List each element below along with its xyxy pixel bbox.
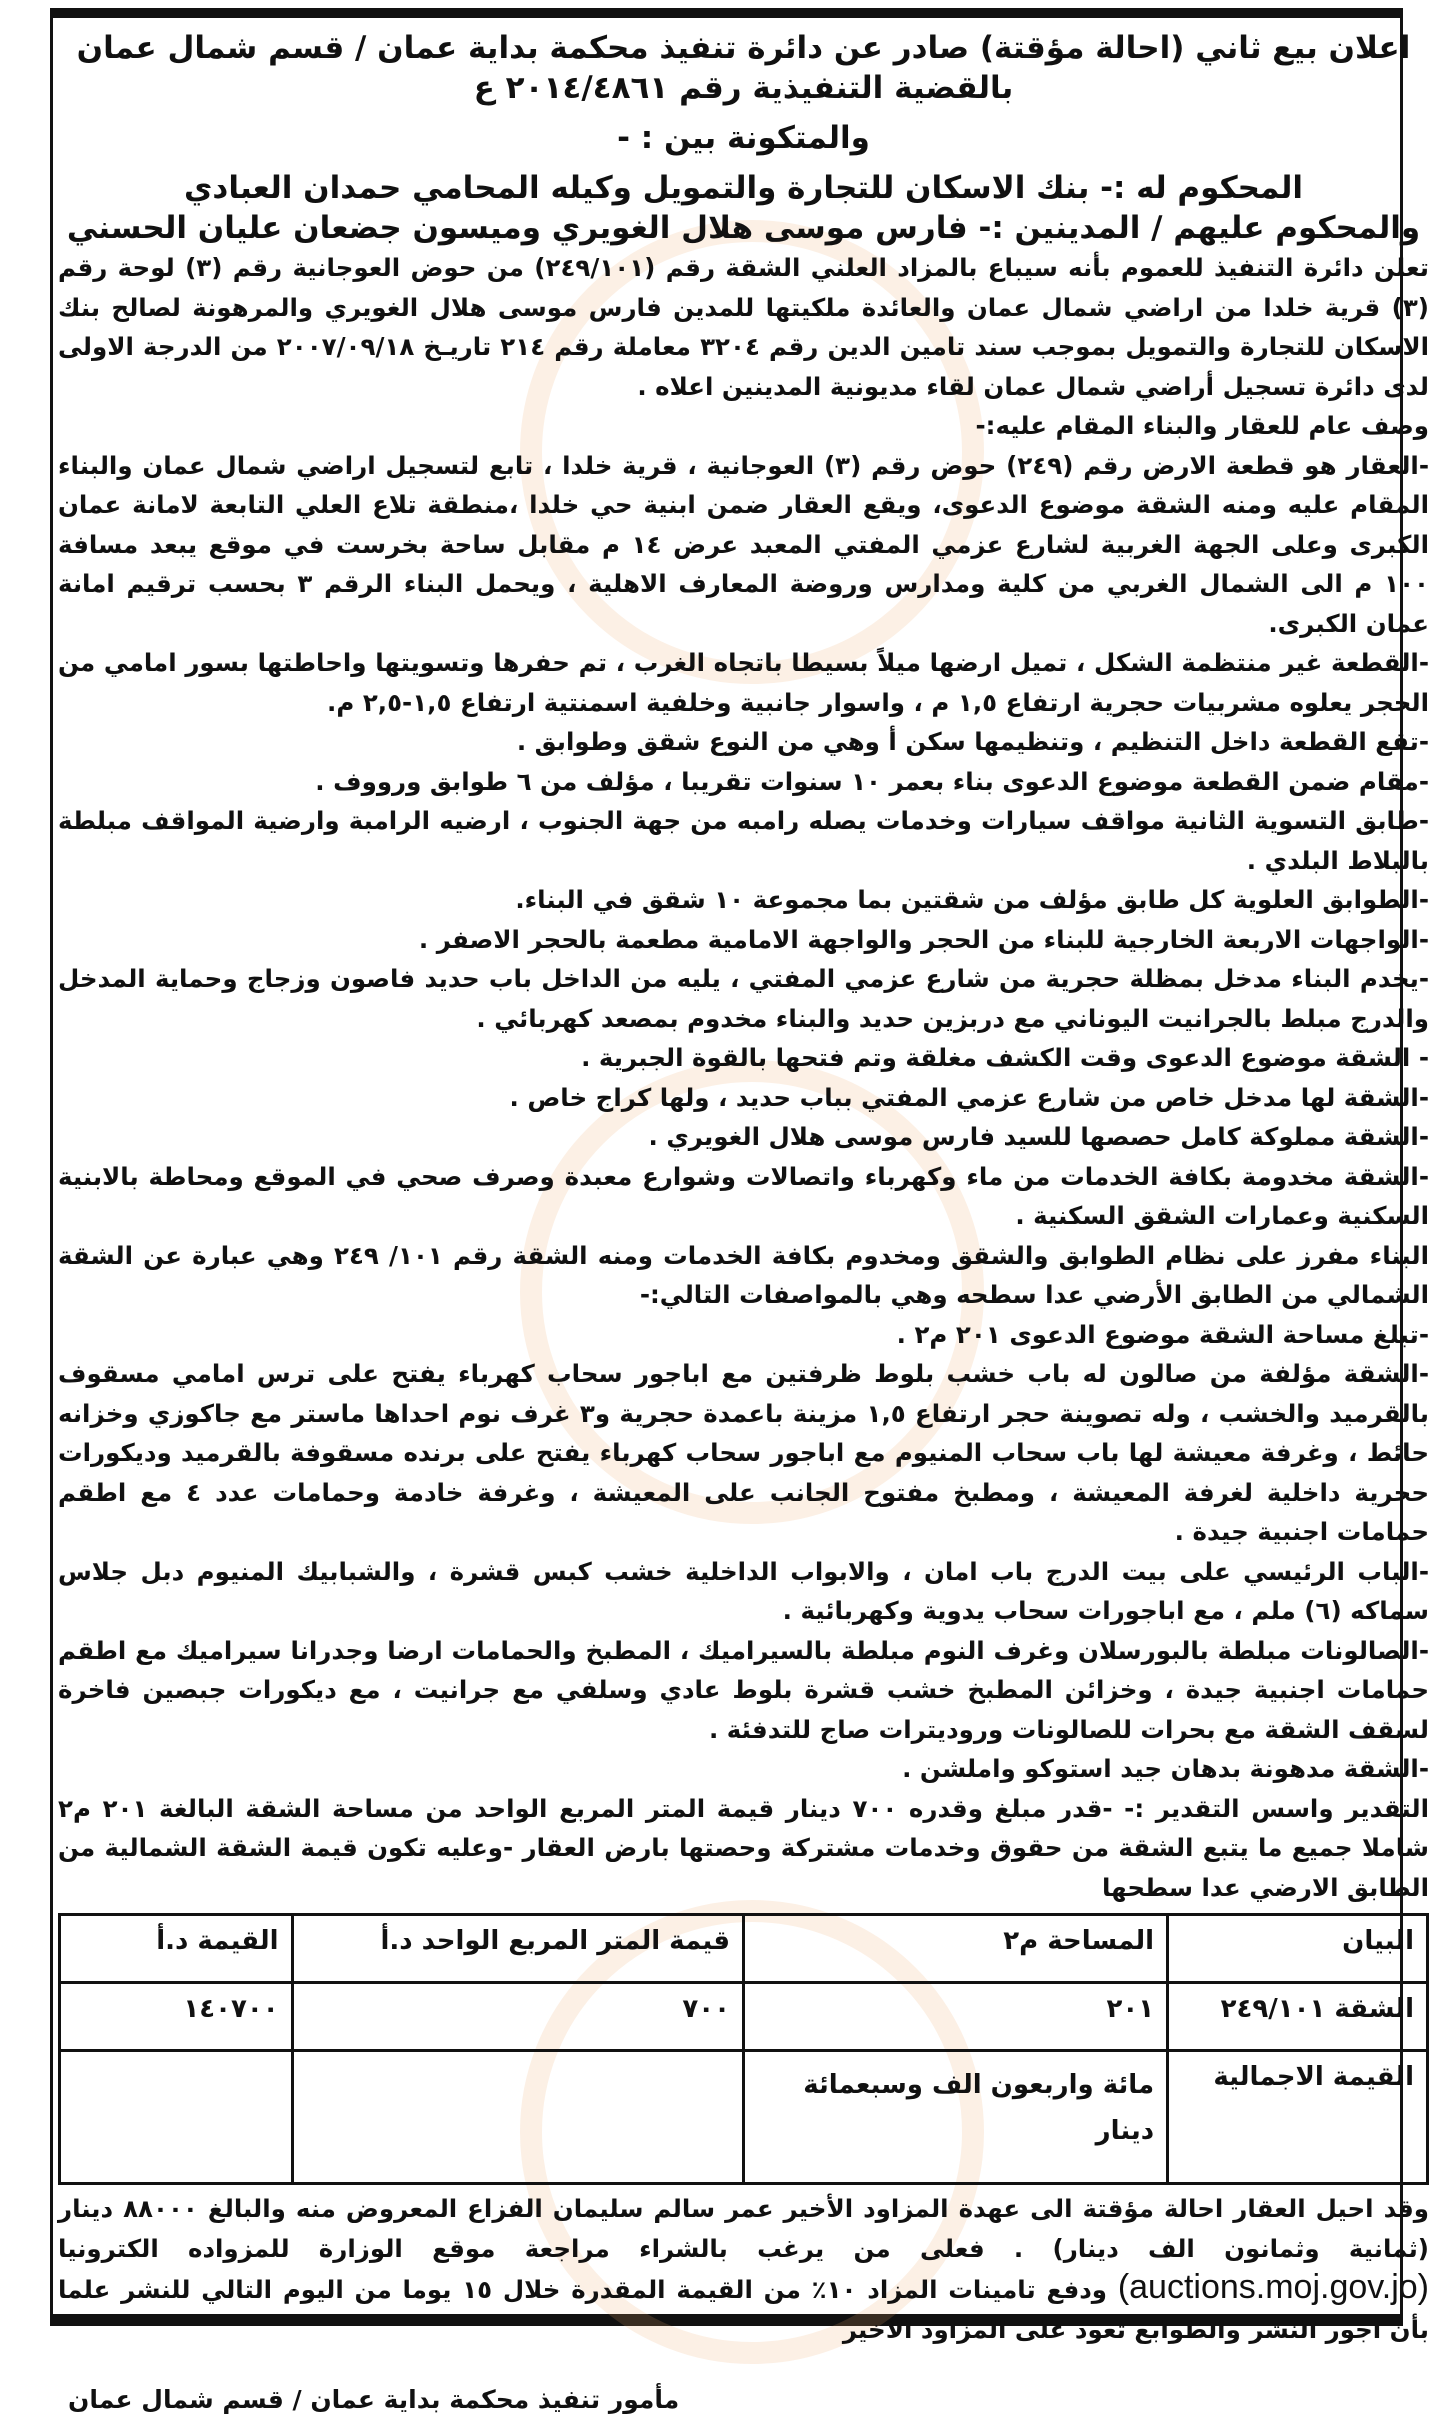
valuation-table xyxy=(58,1913,1429,2185)
closing-text-start: وقد احيل العقار احالة مؤقتة الى عهدة المزاود الأخير عمر سالم سليمان الفزاع المعروض منه والبالغ ٨٨٠٠٠ دينار (ثمانية وثمانون الف دينار) . فعلى من يرغب بالشراء مراجعة موقع الوزارة للمزواده الكترونيا xyxy=(58,2194,1430,2263)
signature: مأمور تنفيذ محكمة بداية عمان / قسم شمال عمان xyxy=(68,2385,680,2414)
case-number: بالقضية التنفيذية رقم ٢٠١٤/٤٨٦١ ع xyxy=(473,70,1014,106)
notice-title: اعلان بيع ثاني (احالة مؤقتة) صادر عن دائرة تنفيذ محكمة بداية عمان / قسم شمال عمان xyxy=(76,30,1411,66)
table-row xyxy=(60,1983,1428,2051)
paragraph: -الباب الرئيسي على بيت الدرج باب امان ، والابواب الداخلية خشب كبس قشرة ، والشبابيك المنيوم دبل جلاس سماكه (٦) ملم ، مع اباجورات سحاب يدوية وكهربائية . xyxy=(58,1556,1429,1625)
table-header: القيمة د.أ xyxy=(60,1915,293,1983)
table-cell: ٢٠١ xyxy=(744,1983,1168,2051)
parties-intro: والمتكونة بين : - xyxy=(617,120,870,156)
table-header: البيان xyxy=(1168,1915,1428,1983)
table-header: المساحة م٢ xyxy=(744,1915,1168,1983)
paragraph: البناء مفرز على نظام الطوابق والشقق ومخدوم بكافة الخدمات ومنه الشقة رقم ١٠١/ ٢٤٩ وهي عبارة عن الشقة الشمالي من الطابق الأرضي عدا سطحه وهي بالمواصفات التالي:- xyxy=(58,1240,1429,1309)
paragraph: -الشقة مملوكة كامل حصصها للسيد فارس موسى هلال الغويري . xyxy=(648,1122,1429,1151)
table-cell: مائة واربعون الف وسبعمائة دينار xyxy=(744,2051,1168,2184)
paragraph: التقدير واسس التقدير :- -قدر مبلغ وقدره ٧٠٠ دينار قيمة المتر المربع الواحد من مساحة الشقة البالغة ٢٠١ م٢ شاملا جميع ما يتبع الشقة من حقوق وخدمات مشتركة وحصتها بارض العقار -وعليه تكون قيمة الشقة الشمالية من الطابق الارضي عدا سطحها xyxy=(58,1793,1430,1902)
table-header: قيمة المتر المربع الواحد د.أ xyxy=(292,1915,743,1983)
table-row xyxy=(60,2051,1428,2184)
table-cell: الشقة ٢٤٩/١٠١ xyxy=(1168,1983,1428,2051)
table-header-row xyxy=(60,1915,1428,1983)
defendants: والمحكوم عليهم / المدينين :- فارس موسى هلال الغويري وميسون جضعان عليان الحسني xyxy=(66,210,1421,246)
paragraph: -الواجهات الاربعة الخارجية للبناء من الحجر والواجهة الامامية مطعمة بالحجر الاصفر . xyxy=(418,924,1429,954)
paragraph: -تبلغ مساحة الشقة موضوع الدعوى ٢٠١ م٢ . xyxy=(896,1319,1429,1349)
table-cell: ٧٠٠ xyxy=(292,1983,743,2051)
auctions-url-link[interactable]: (auctions.moj.gov.jo) xyxy=(1117,2268,1429,2306)
paragraph: وصف عام للعقار والبناء المقام عليه:- xyxy=(975,411,1429,440)
paragraph: -طابق التسوية الثانية مواقف سيارات وخدمات يصله رامبه من جهة الجنوب ، ارضيه الرامبة وارضية المواقف مبلطة بالبلاط البلدي . xyxy=(58,806,1429,875)
table-cell: القيمة الاجمالية xyxy=(1168,2051,1428,2184)
closing-text-end: ودفع تامينات المزاد ١٠٪ من القيمة المقدرة خلال ١٥ يوما من اليوم التالي للنشر علما بأن اجور النشر والطوابع تعود على المزاود الاخير xyxy=(58,2275,1429,2344)
paragraph: -القطعة غير منتظمة الشكل ، تميل ارضها ميلاً بسيطا باتجاه الغرب ، تم حفرها وتسويتها واحاطتها بسور امامي من الحجر يعلوه مشربيات حجرية ارتفاع ١,٥ م ، واسوار جانبية وخلفية اسمنتية ارتفاع ١,٥-٢,٥ م. xyxy=(58,648,1429,717)
paragraph: -الشقة مؤلفة من صالون له باب خشب بلوط ظرفتين مع اباجور سحاب كهرباء يفتح على ترس امامي مسقوف بالقرميد والخشب ، وله تصوينة حجر ارتفاع ١,٥ مزينة باعمدة حجرية و٣ غرف نوم احداها ماستر مع جاكوزي وخزانه حائط ، وغرفة معيشة لها باب سحاب المنيوم مع اباجور سحاب كهرباء يفتح على برنده مسقوفة بالقرميد وديكورات حجرية داخلية لغرفة المعيشة ، ومطبخ مفتوح الجانب على المعيشة ، وغرفة خادمة وحمامات عدد ٤ مع اطقم حمامات اجنبية جيدة . xyxy=(58,1359,1429,1546)
paragraph: -الشقة لها مدخل خاص من شارع عزمي المفتي بباب حديد ، ولها كراج خاص . xyxy=(509,1082,1429,1112)
paragraph: -يخدم البناء مدخل بمظلة حجرية من شارع عزمي المفتي ، يليه من الداخل باب حديد فاصون وزجاج وحماية المدخل والدرج مبلط بالجرانيت اليوناني مع دربزين حديد والبناء مخدوم بمصعد كهربائي . xyxy=(58,964,1429,1033)
notice-content xyxy=(58,18,1429,2414)
paragraph: -الصالونات مبلطة بالبورسلان وغرف النوم مبلطة بالسيراميك ، المطبخ والحمامات ارضا وجدرانا سيراميك مع اطقم حمامات اجنبية جيدة ، وخزائن المطبخ خشب قشرة بلوط عادي وسلفي مع جرانيت ، مع ديكورات جبصين فاخرة لسقف الشقة مع بحرات للصالونات وروديترات صاج للتدفئة . xyxy=(58,1635,1429,1744)
paragraph: -تقع القطعة داخل التنظيم ، وتنظيمها سكن أ وهي من النوع شقق وطوابق . xyxy=(516,727,1429,756)
paragraph: - الشقة موضوع الدعوى وقت الكشف مغلقة وتم فتحها بالقوة الجبرية . xyxy=(581,1043,1429,1072)
paragraph: -مقام ضمن القطعة موضوع الدعوى بناء بعمر ١٠ سنوات تقريبا ، مؤلف من ٦ طوابق ورووف . xyxy=(315,766,1429,796)
table-cell xyxy=(292,2051,743,2184)
paragraph: -الشقة مخدومة بكافة الخدمات من ماء وكهرباء واتصالات وشوارع معبدة وصرف صحي في الموقع ومحاطة بالابنية السكنية وعمارات الشقق السكنية . xyxy=(58,1161,1429,1230)
notice-body xyxy=(58,248,1429,1907)
table-cell xyxy=(60,2051,293,2184)
paragraph: تعلن دائرة التنفيذ للعموم بأنه سيباع بالمزاد العلني الشقة رقم (٢٤٩/١٠١) من حوض العوجانية رقم (٣) لوحة رقم (٣) قرية خلدا من اراضي شمال عمان والعائدة ملكيتها للمدين فارس موسى هلال الغويري والمرهونة لصالح بنك الاسكان للتجارة والتمويل بموجب سند تامين الدين رقم ٣٢٠٤ معاملة رقم ٢١٤ تاريـخ ٢٠٠٧/٠٩/١٨ من الدرجة الاولى لدى دائرة تسجيل أراضي شمال عمان لقاء مديونية المدينين اعلاه . xyxy=(58,253,1429,401)
paragraph: -الشقة مدهونة بدهان جيد استوكو واملشن . xyxy=(902,1754,1429,1783)
table-cell: ١٤٠٧٠٠ xyxy=(60,1983,293,2051)
closing-text xyxy=(58,2189,1429,2349)
closing-paragraph xyxy=(58,2189,1429,2349)
plaintiff: المحكوم له :- بنك الاسكان للتجارة والتمويل وكيله المحامي حمدان العبادي xyxy=(184,170,1303,206)
paragraph: -العقار هو قطعة الارض رقم (٢٤٩) حوض رقم (٣) العوجانية ، قرية خلدا ، تابع لتسجيل اراضي شمال عمان والبناء المقام عليه ومنه الشقة موضوع الدعوى، ويقع العقار ضمن ابنية حي خلدا ،منطقة تلاع العلي التابعة لامانة عمان الكبرى وعلى الجهة الغربية لشارع عزمي المفتي المعبد عرض ١٤ م مقابل ساحة بخرست في موقع يبعد مسافة ١٠٠ م الى الشمال الغربي من كلية ومدارس وروضة المعارف الاهلية ، ويحمل البناء الرقم ٣ بحسب ترقيم امانة عمان الكبرى. xyxy=(58,450,1429,638)
paragraph: -الطوابق العلوية كل طابق مؤلف من شقتين بما مجموعة ١٠ شقق في البناء. xyxy=(515,885,1429,914)
